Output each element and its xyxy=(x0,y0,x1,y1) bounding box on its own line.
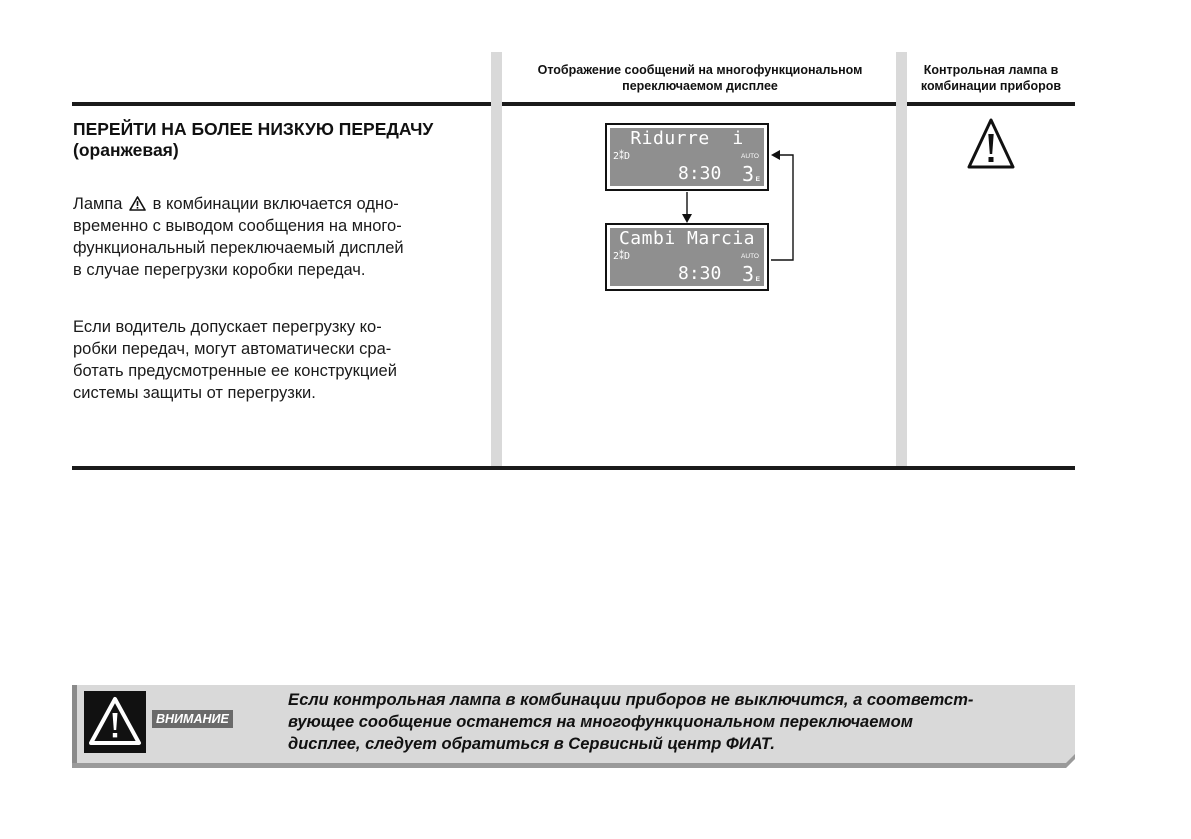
down-arrow-head-icon xyxy=(682,214,692,223)
warning-triangle-icon xyxy=(129,196,146,211)
warning-text: Если контрольная лампа в комбинации приборов не выключится, а соответст- вующее сообщение останется на многофункциональном переключаемом дисплее, следует обратиться в Сервисный центр ФИАТ. xyxy=(288,691,974,753)
left-arrow-head-icon xyxy=(771,150,780,160)
return-arrow-line xyxy=(771,155,793,260)
clock-readout: 8:30 xyxy=(678,163,722,184)
display-message: Ridurre i xyxy=(630,128,744,149)
auto-label: AUTO xyxy=(741,153,759,160)
paragraph-2: Если водитель допускает перегрузку ко- робки передач, могут автоматически сра- ботать предусмотренные ее конструкцией системы защиты от перегрузки. xyxy=(73,318,397,402)
display-message: Cambi Marcia xyxy=(618,228,756,249)
gear-suffix: E xyxy=(755,176,760,183)
attention-label: ВНИМАНИЕ xyxy=(152,710,233,728)
gear-readout: 3 xyxy=(741,262,754,286)
attention-icon xyxy=(84,691,146,753)
section-title: ПЕРЕЙТИ НА БОЛЕЕ НИЗКУЮ ПЕРЕДАЧУ (оранжевая) xyxy=(73,119,434,160)
cycle-arrows xyxy=(600,120,800,300)
table-bottom-rule xyxy=(72,466,1075,470)
table-top-rule xyxy=(72,102,1075,106)
column-divider xyxy=(896,52,907,466)
auto-label: AUTO xyxy=(741,253,759,260)
lamp-indicator: 2⁑D xyxy=(613,251,631,262)
gear-readout: 3 xyxy=(741,162,754,186)
warning-lamp-icon xyxy=(966,117,1016,172)
display-column-header: Отображение сообщений на многофункциональном переключаемом дисплее xyxy=(537,63,863,93)
paragraph-1: Лампа в комбинации включается одно- временно с выводом сообщения на много- функциональный переключаемый дисплей в случае перегрузки коробки передач. xyxy=(73,195,404,279)
lamp-indicator: 2⁑D xyxy=(613,151,631,162)
lamp-column-header: Контрольная лампа в комбинации приборов xyxy=(920,63,1062,93)
clock-readout: 8:30 xyxy=(678,263,722,284)
warning-banner xyxy=(72,685,1075,768)
gear-suffix: E xyxy=(755,276,760,283)
